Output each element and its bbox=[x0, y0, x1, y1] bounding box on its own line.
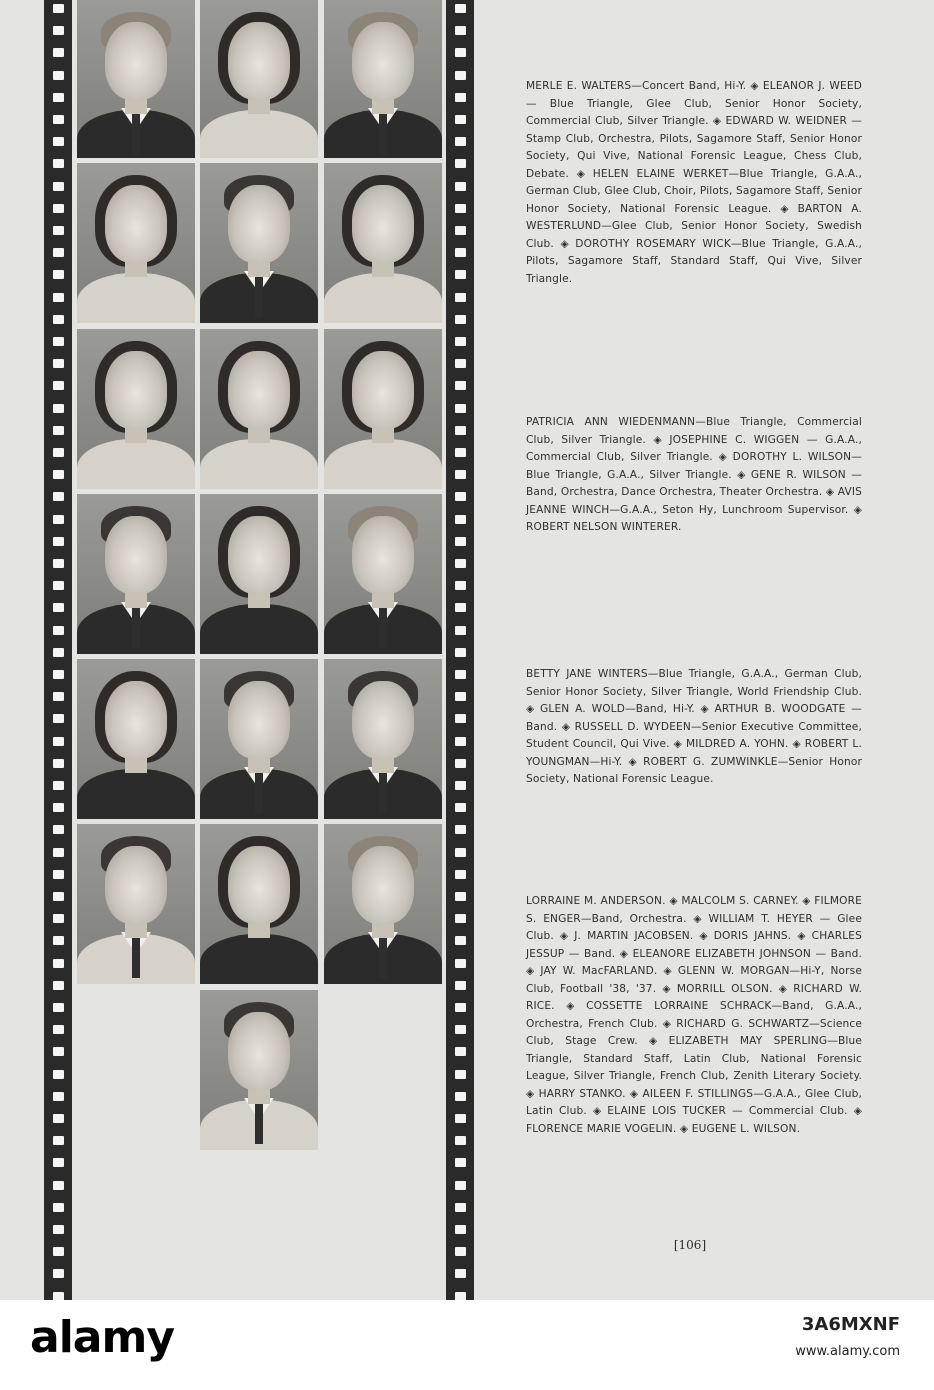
film-sprocket-hole bbox=[53, 803, 64, 812]
film-sprocket-hole bbox=[53, 1136, 64, 1145]
film-sprocket-hole bbox=[455, 26, 466, 35]
portrait-photo bbox=[77, 329, 195, 489]
film-sprocket-hole bbox=[455, 1181, 466, 1190]
film-sprocket-hole bbox=[455, 825, 466, 834]
film-sprocket-hole bbox=[53, 825, 64, 834]
film-sprocket-hole bbox=[455, 648, 466, 657]
film-sprocket-hole bbox=[455, 936, 466, 945]
film-sprocket-hole bbox=[455, 1203, 466, 1212]
student-paragraph: LORRAINE M. ANDERSON. ◈ MALCOLM S. CARNEY. ◈ FILMORE S. ENGER—Band, Orchestra. ◈ WILLIAM T. HEYER — Glee Club. ◈ J. MARTIN JACOBSEN. ◈ DORIS JAHNS. ◈ CHARLES JESSUP — Band. ◈ ELEANORE ELIZABETH JOHNSON — Band. ◈ JAY W. MacFARLAND. ◈ GLENN W. MORGAN—Hi-Y, Norse Club, Football '38, '37. ◈ MORRILL OLSON. ◈ RICHARD W. RICE. ◈ COSSETTE LORRAINE SCHRACK—Band, G.A.A., Orchestra, French Club. ◈ RICHARD G. SCHWARTZ—Science Club, Stage Crew. ◈ ELIZABETH MAY SPERLING—Blue Triangle, Standard Staff, Latin Club, National Forensic League, Silver Triangle, French Club, Zenith Literary Society. ◈ HARRY STANKO. ◈ AILEEN F. STILLINGS—G.A.A., Glee Club, Latin Club. ◈ ELAINE LOIS TUCKER — Commercial Club. ◈ FLORENCE MARIE VOGELIN. ◈ EUGENE L. WILSON. bbox=[526, 895, 862, 1135]
film-border-right bbox=[446, 0, 474, 1300]
portrait-photo bbox=[77, 0, 195, 158]
portrait-photo bbox=[200, 329, 318, 489]
film-sprocket-hole bbox=[53, 1025, 64, 1034]
film-sprocket-hole bbox=[53, 337, 64, 346]
film-sprocket-hole bbox=[455, 1025, 466, 1034]
film-sprocket-hole bbox=[53, 248, 64, 257]
film-sprocket-hole bbox=[53, 137, 64, 146]
film-sprocket-hole bbox=[53, 93, 64, 102]
film-sprocket-hole bbox=[455, 914, 466, 923]
film-sprocket-hole bbox=[53, 315, 64, 324]
film-sprocket-hole bbox=[455, 781, 466, 790]
film-sprocket-hole bbox=[53, 293, 64, 302]
portrait-photo bbox=[324, 659, 442, 819]
film-sprocket-hole bbox=[455, 4, 466, 13]
film-sprocket-hole bbox=[455, 426, 466, 435]
film-sprocket-hole bbox=[455, 559, 466, 568]
portrait-photo bbox=[77, 494, 195, 654]
film-sprocket-hole bbox=[455, 359, 466, 368]
film-sprocket-hole bbox=[455, 759, 466, 768]
film-sprocket-hole bbox=[53, 1269, 64, 1278]
film-sprocket-hole bbox=[53, 182, 64, 191]
film-sprocket-hole bbox=[455, 1114, 466, 1123]
film-sprocket-hole bbox=[53, 870, 64, 879]
film-sprocket-hole bbox=[455, 737, 466, 746]
film-sprocket-hole bbox=[53, 781, 64, 790]
portrait-photo bbox=[200, 824, 318, 984]
portrait-photo bbox=[77, 824, 195, 984]
film-sprocket-hole bbox=[455, 1225, 466, 1234]
film-sprocket-hole bbox=[455, 270, 466, 279]
film-sprocket-hole bbox=[455, 692, 466, 701]
film-sprocket-hole bbox=[53, 1092, 64, 1101]
film-sprocket-hole bbox=[53, 26, 64, 35]
portrait-photo bbox=[324, 163, 442, 323]
film-sprocket-hole bbox=[455, 714, 466, 723]
film-sprocket-hole bbox=[53, 848, 64, 857]
film-sprocket-hole bbox=[455, 1003, 466, 1012]
film-sprocket-hole bbox=[455, 448, 466, 457]
film-sprocket-hole bbox=[53, 959, 64, 968]
film-sprocket-hole bbox=[455, 115, 466, 124]
film-sprocket-hole bbox=[455, 48, 466, 57]
film-sprocket-hole bbox=[455, 1047, 466, 1056]
film-sprocket-hole bbox=[53, 1225, 64, 1234]
film-sprocket-hole bbox=[53, 492, 64, 501]
film-sprocket-hole bbox=[455, 226, 466, 235]
portrait-photo bbox=[324, 494, 442, 654]
film-sprocket-hole bbox=[455, 892, 466, 901]
film-sprocket-hole bbox=[53, 603, 64, 612]
film-sprocket-hole bbox=[455, 137, 466, 146]
film-sprocket-hole bbox=[455, 1136, 466, 1145]
film-sprocket-hole bbox=[53, 692, 64, 701]
film-sprocket-hole bbox=[53, 470, 64, 479]
film-sprocket-hole bbox=[455, 959, 466, 968]
film-sprocket-hole bbox=[455, 159, 466, 168]
film-sprocket-hole bbox=[455, 470, 466, 479]
film-sprocket-hole bbox=[53, 914, 64, 923]
film-sprocket-hole bbox=[53, 1203, 64, 1212]
film-sprocket-hole bbox=[455, 1070, 466, 1079]
film-sprocket-hole bbox=[455, 581, 466, 590]
portrait-photo bbox=[200, 990, 318, 1150]
film-sprocket-hole bbox=[53, 270, 64, 279]
film-sprocket-hole bbox=[53, 1247, 64, 1256]
film-sprocket-hole bbox=[53, 1003, 64, 1012]
film-sprocket-hole bbox=[53, 581, 64, 590]
film-sprocket-hole bbox=[53, 892, 64, 901]
film-sprocket-hole bbox=[53, 359, 64, 368]
film-sprocket-hole bbox=[53, 159, 64, 168]
film-sprocket-hole bbox=[53, 936, 64, 945]
film-sprocket-hole bbox=[455, 71, 466, 80]
film-sprocket-hole bbox=[455, 848, 466, 857]
film-sprocket-hole bbox=[53, 1158, 64, 1167]
film-sprocket-hole bbox=[455, 603, 466, 612]
film-sprocket-hole bbox=[53, 381, 64, 390]
film-sprocket-hole bbox=[455, 93, 466, 102]
portrait-photo bbox=[324, 824, 442, 984]
film-sprocket-hole bbox=[53, 626, 64, 635]
film-sprocket-hole bbox=[53, 1114, 64, 1123]
student-paragraph: MERLE E. WALTERS—Concert Band, Hi-Y. ◈ ELEANOR J. WEED — Blue Triangle, Glee Club, Senior Honor Society, Commercial Club, Silver Triangle. ◈ EDWARD W. WEIDNER — Stamp Club, Orchestra, Pilots, Sagamore Staff, Senior Honor Society, Qui Vive, National Forensic League, Chess Club, Debate. ◈ HELEN ELAINE WERKET—Blue Triangle, G.A.A., German Club, Glee Club, Choir, Pilots, Sagamore Staff, Senior Honor Society, National Forensic League. ◈ BARTON A. WESTERLUND—Glee Club, Senior Honor Society, Swedish Club. ◈ DOROTHY ROSEMARY WICK—Blue Triangle, G.A.A., Pilots, Sagamore Staff, Standard Staff, Qui Vive, Silver Triangle. bbox=[526, 80, 862, 285]
film-sprocket-hole bbox=[455, 515, 466, 524]
page-number: [106] bbox=[673, 1238, 707, 1252]
student-paragraph: BETTY JANE WINTERS—Blue Triangle, G.A.A., German Club, Senior Honor Society, Silver Triangle, World Friendship Club. ◈ GLEN A. WOLD—Band, Hi-Y. ◈ ARTHUR B. WOODGATE — Band. ◈ RUSSELL D. WYDEEN—Senior Executive Committee, Student Council, Qui Vive. ◈ MILDRED A. YOHN. ◈ ROBERT L. YOUNGMAN—Hi-Y. ◈ ROBERT G. ZUMWINKLE—Senior Honor Society, National Forensic League. bbox=[526, 668, 862, 785]
portrait-photo bbox=[200, 163, 318, 323]
film-sprocket-hole bbox=[53, 981, 64, 990]
portrait-photo bbox=[77, 163, 195, 323]
film-sprocket-hole bbox=[53, 426, 64, 435]
film-sprocket-hole bbox=[455, 1092, 466, 1101]
film-sprocket-hole bbox=[53, 670, 64, 679]
film-sprocket-hole bbox=[455, 981, 466, 990]
stock-logo: alamy bbox=[30, 1312, 174, 1363]
film-sprocket-hole bbox=[53, 226, 64, 235]
film-sprocket-hole bbox=[53, 71, 64, 80]
film-sprocket-hole bbox=[455, 1269, 466, 1278]
portrait-photo bbox=[200, 0, 318, 158]
film-sprocket-hole bbox=[455, 1247, 466, 1256]
film-sprocket-hole bbox=[53, 404, 64, 413]
film-sprocket-hole bbox=[53, 737, 64, 746]
portrait-photo bbox=[324, 0, 442, 158]
film-border-left bbox=[44, 0, 72, 1300]
portrait-photo bbox=[77, 659, 195, 819]
film-sprocket-hole bbox=[53, 48, 64, 57]
stock-url: www.alamy.com bbox=[795, 1344, 900, 1359]
film-sprocket-hole bbox=[455, 803, 466, 812]
film-sprocket-hole bbox=[53, 515, 64, 524]
film-sprocket-hole bbox=[53, 759, 64, 768]
stock-image-id: 3A6MXNF bbox=[801, 1314, 900, 1335]
film-sprocket-hole bbox=[455, 315, 466, 324]
portrait-photo bbox=[200, 494, 318, 654]
film-sprocket-hole bbox=[455, 381, 466, 390]
portrait-photo bbox=[324, 329, 442, 489]
film-sprocket-hole bbox=[53, 448, 64, 457]
film-sprocket-hole bbox=[455, 293, 466, 302]
film-sprocket-hole bbox=[455, 626, 466, 635]
film-sprocket-hole bbox=[455, 248, 466, 257]
film-sprocket-hole bbox=[53, 714, 64, 723]
film-sprocket-hole bbox=[53, 1047, 64, 1056]
student-paragraph: PATRICIA ANN WIEDENMANN—Blue Triangle, Commercial Club, Silver Triangle. ◈ JOSEPHINE C. WIGGEN — G.A.A., Commercial Club, Silver Triangle. ◈ DOROTHY L. WILSON—Blue Triangle, G.A.A., Silver Triangle. ◈ GENE R. WILSON — Band, Orchestra, Dance Orchestra, Theater Orchestra. ◈ AVIS JEANNE WINCH—G.A.A., Seton Hy, Lunchroom Supervisor. ◈ ROBERT NELSON WINTERER. bbox=[526, 416, 862, 533]
film-sprocket-hole bbox=[53, 537, 64, 546]
portrait-photo bbox=[200, 659, 318, 819]
film-sprocket-hole bbox=[455, 204, 466, 213]
film-sprocket-hole bbox=[53, 648, 64, 657]
film-sprocket-hole bbox=[455, 404, 466, 413]
film-sprocket-hole bbox=[455, 670, 466, 679]
film-sprocket-hole bbox=[53, 115, 64, 124]
film-sprocket-hole bbox=[53, 4, 64, 13]
film-sprocket-hole bbox=[455, 1158, 466, 1167]
film-sprocket-hole bbox=[53, 1181, 64, 1190]
film-sprocket-hole bbox=[53, 204, 64, 213]
film-sprocket-hole bbox=[455, 870, 466, 879]
film-sprocket-hole bbox=[455, 492, 466, 501]
film-sprocket-hole bbox=[455, 537, 466, 546]
film-sprocket-hole bbox=[53, 559, 64, 568]
film-sprocket-hole bbox=[455, 337, 466, 346]
film-sprocket-hole bbox=[53, 1070, 64, 1079]
film-sprocket-hole bbox=[455, 182, 466, 191]
